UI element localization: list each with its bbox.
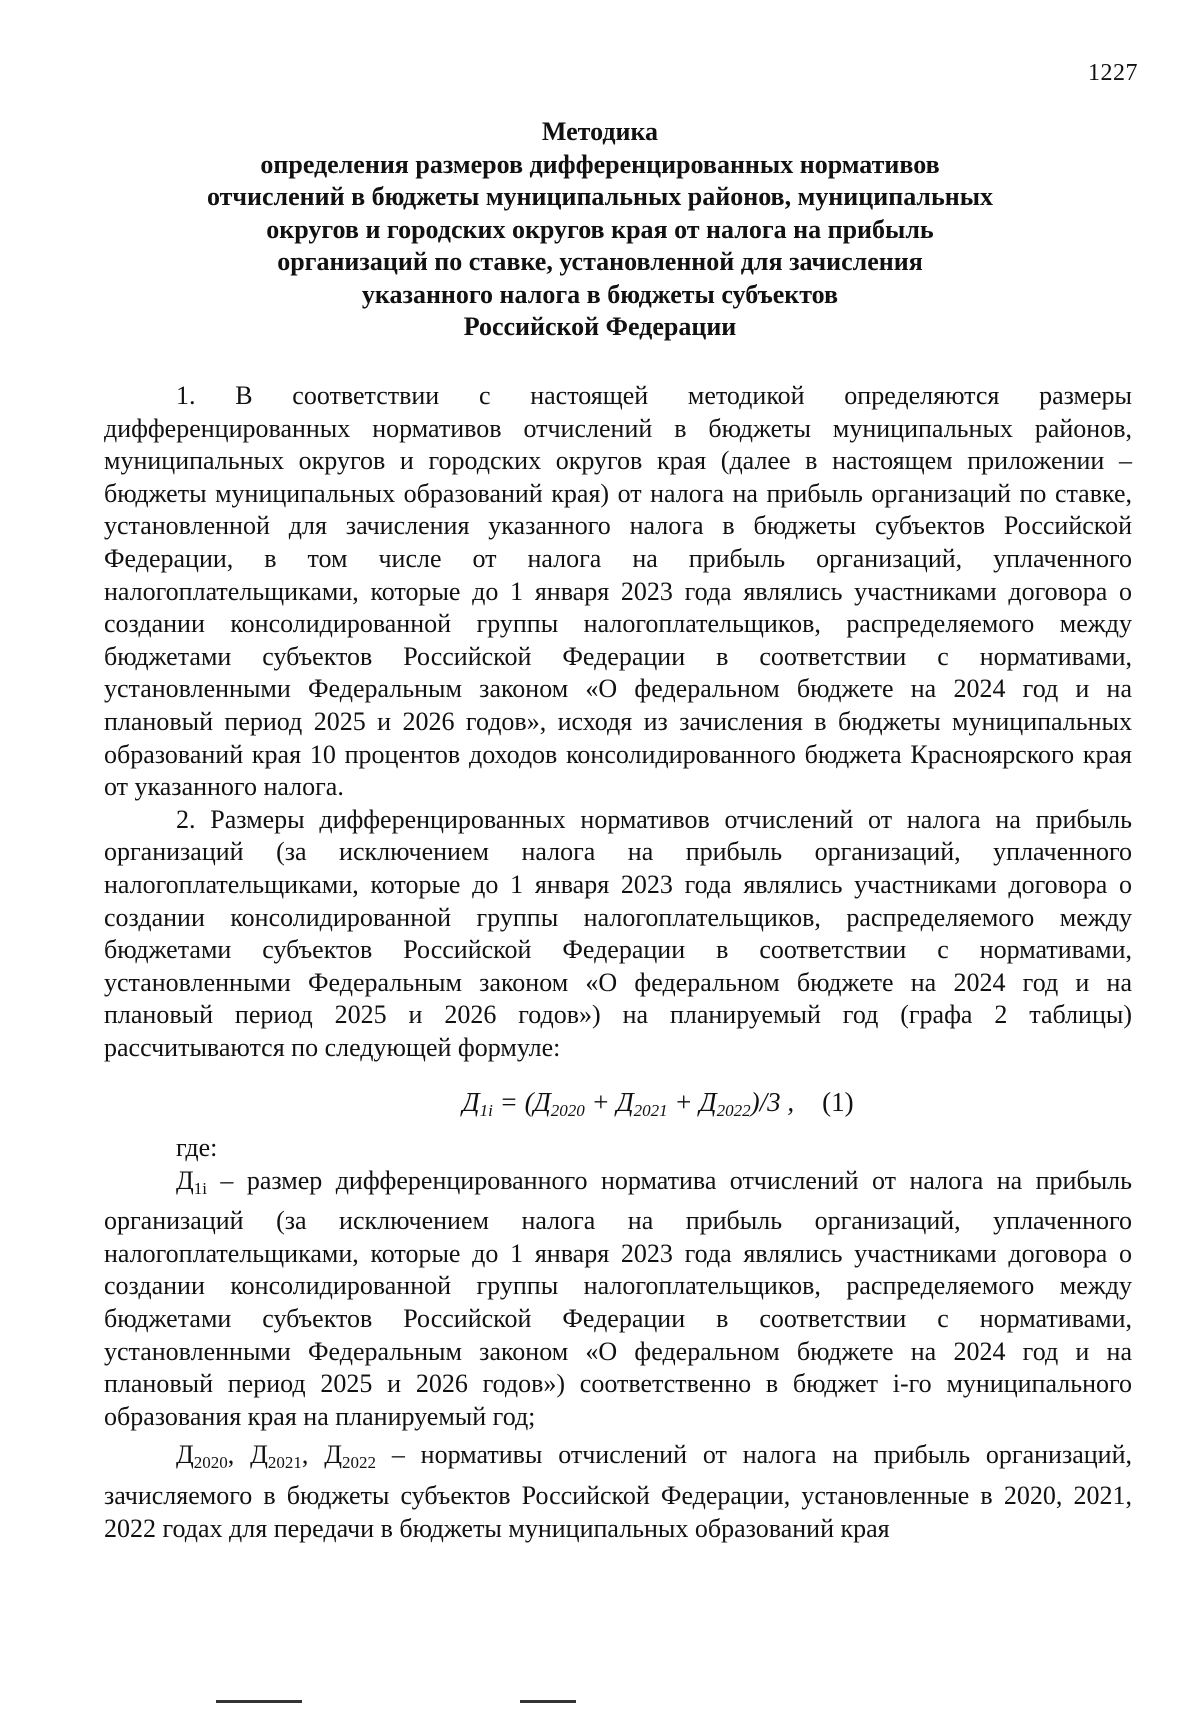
title-line: Методика — [541, 117, 659, 146]
definition-symbol-sub: 1i — [193, 1178, 207, 1198]
document-title — [180, 116, 1020, 344]
title-line: округов и городских округов края от налога на прибыль — [266, 214, 934, 244]
definition-d1i — [104, 1165, 1132, 1434]
scan-mark — [520, 1700, 576, 1703]
page-number: 1227 — [1088, 60, 1138, 86]
scan-mark — [216, 1700, 302, 1703]
definition-symbol-sub: 2022 — [341, 1453, 376, 1473]
formula-plus-2: + — [667, 1087, 700, 1118]
formula-term-2: Д — [616, 1087, 634, 1118]
definition-symbol: Д — [176, 1440, 194, 1470]
definition-text: – размер дифференцированного норматива отчислений от налога на прибыль организаций (за исключением налога на прибыль организаций, уплаченного налогоплательщиками, которые до 1 января 2023 года являлись участниками договора о создании консолидированной группы налогоплательщиков, распределяемого между бюджетами субъектов Российской Федерации в соответствии с нормативами, установленными Федеральным законом «О федеральном бюджете на 2024 год и на плановый период 2025 и 2026 годов») соответственно в бюджет i-го муниципального образования края на планируемый год; — [104, 1165, 1132, 1431]
document-body — [104, 380, 1132, 1545]
definition-symbol-sub: 2020 — [193, 1453, 228, 1473]
definition-symbol: Д — [176, 1165, 194, 1195]
formula-term-1-sub: 2020 — [550, 1101, 585, 1121]
formula-1 — [104, 1086, 1132, 1128]
definition-symbol: Д — [250, 1440, 268, 1470]
scan-footer-marks — [0, 1700, 1200, 1712]
formula-term-2-sub: 2021 — [633, 1101, 668, 1121]
where-label: где: — [176, 1133, 218, 1163]
definition-d-years — [104, 1439, 1132, 1545]
definition-symbol: Д — [324, 1440, 342, 1470]
definition-separator: , — [227, 1440, 251, 1470]
paragraph-2: 2. Размеры дифференцированных нормативов отчислений от налога на прибыль организаций (за исключением налога на прибыль организаций, уплаченного налогоплательщиками, которые до 1 января 2023 года являлись участниками договора о создании консолидированной группы налогоплательщиков, распределяемого между бюджетами субъектов Российской Федерации в соответствии с нормативами, установленными Федеральным законом «О федеральном бюджете на 2024 год и на плановый период 2025 и 2026 годов») на планируемый год (графа 2 таблицы) рассчитываются по следующей формуле: — [104, 804, 1132, 1062]
title-line: указанного налога в бюджеты субъектов — [361, 279, 839, 309]
title-line: определения размеров дифференцированных нормативов — [260, 149, 940, 179]
paragraph-1: 1. В соответствии с настоящей методикой определяются размеры дифференцированных нормативов отчислений в бюджеты муниципальных районов, муниципальных округов и городских округов края (далее в настоящем приложении – бюджеты муниципальных образований края) от налога на прибыль организаций по ставке, установленной для зачисления указанного налога в бюджеты субъектов Российской Федерации, в том числе от налога на прибыль организаций, уплаченного налогоплательщиками, которые до 1 января 2023 года являлись участниками договора о создании консолидированной группы налогоплательщиков, распределяемого между бюджетами субъектов Российской Федерации в соответствии с нормативами, установленными Федеральным законом «О федеральном бюджете на 2024 год и на плановый период 2025 и 2026 годов», исходя из зачисления в бюджеты муниципальных образований края 10 процентов доходов консолидированного бюджета Красноярского края от указанного налога. — [104, 381, 1132, 802]
definition-text: – нормативы отчислений от налога на прибыль организаций, зачисляемого в бюджеты субъектов Российской Федерации, установленные в 2020, 2021, 2022 годах для передачи в бюджеты муниципальных образований края — [104, 1440, 1133, 1543]
title-line: Российской Федерации — [463, 312, 737, 341]
formula-tail: )/3 , — [750, 1087, 795, 1118]
formula-lhs: Д — [462, 1087, 480, 1118]
formula-equals: = ( — [492, 1087, 534, 1118]
formula-number: (1) — [822, 1087, 854, 1118]
formula-plus-1: + — [584, 1087, 617, 1118]
formula-term-3-sub: 2022 — [716, 1101, 751, 1121]
formula-term-3: Д — [699, 1087, 717, 1118]
definition-separator: , — [301, 1440, 325, 1470]
title-line: отчислений в бюджеты муниципальных районов, муниципальных — [206, 182, 994, 211]
formula-lhs-sub: 1i — [479, 1101, 493, 1121]
definition-symbol-sub: 2021 — [267, 1453, 302, 1473]
title-line: организаций по ставке, установленной для зачисления — [277, 247, 923, 276]
formula-term-1: Д — [533, 1087, 551, 1118]
